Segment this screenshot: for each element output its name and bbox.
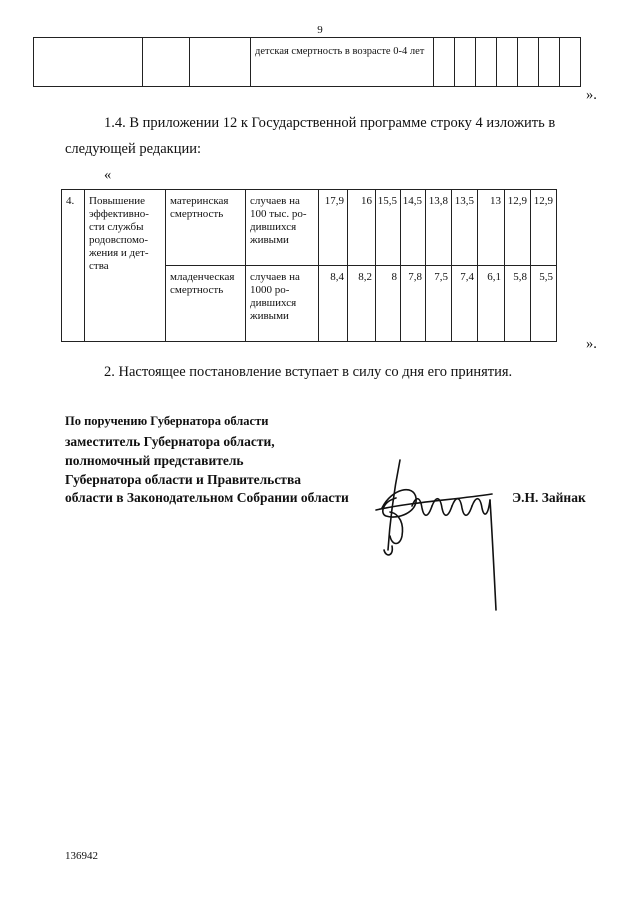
- value: 13: [490, 195, 501, 207]
- top-table-closing-quote: ».: [586, 87, 597, 103]
- value-cell: [348, 266, 376, 342]
- value: 8,2: [358, 271, 372, 283]
- indicator-cell: [166, 266, 246, 342]
- row-number: 4.: [66, 195, 75, 207]
- value: 8,4: [330, 271, 344, 283]
- document-code: 136942: [65, 850, 98, 862]
- unit-line: дившихся: [250, 221, 297, 233]
- value-cell: [401, 190, 426, 266]
- value-cell: [319, 190, 348, 266]
- unit-cell: [246, 190, 319, 266]
- table-closing-quote: ».: [586, 336, 597, 352]
- value-cell: [452, 190, 478, 266]
- value-cell: [478, 190, 505, 266]
- handwritten-signature: [372, 450, 512, 620]
- signature-line-4: Губернатора области и Правительства: [65, 472, 301, 487]
- top-table-cell: [560, 38, 581, 87]
- program-indicators-table: [61, 189, 557, 342]
- top-table-cell: [539, 38, 560, 87]
- value: 7,8: [408, 271, 422, 283]
- top-table-fragment: [33, 37, 581, 87]
- top-table-cell: [476, 38, 497, 87]
- table-row: [62, 190, 557, 266]
- top-table-text: детская смертность в возрасте 0-4 лет: [255, 46, 425, 57]
- measure-line: Повышение: [89, 195, 146, 207]
- top-table-cell: [518, 38, 539, 87]
- unit-line: дившихся: [250, 297, 297, 309]
- indicator-cell: [166, 190, 246, 266]
- value: 12,9: [533, 195, 553, 207]
- signature-line-1: По поручению Губернатора области: [65, 414, 269, 428]
- measure-line: эффективно-: [89, 208, 149, 220]
- signature-line-5: области в Законодательном Собрании области: [65, 490, 349, 505]
- value: 17,9: [324, 195, 344, 207]
- value: 14,5: [402, 195, 422, 207]
- unit-line: 1000 ро-: [250, 284, 290, 296]
- value: 7,4: [460, 271, 474, 283]
- page-number: 9: [317, 24, 323, 36]
- unit-line: случаев на: [250, 195, 300, 207]
- paragraph-1-4-line2: следующей редакции:: [65, 141, 202, 157]
- unit-line: живыми: [250, 234, 289, 246]
- value-cell: [452, 266, 478, 342]
- measure-line: родовспомо-: [89, 234, 149, 246]
- value-cell: [426, 266, 452, 342]
- value: 7,5: [434, 271, 448, 283]
- measure-line: сти службы: [89, 221, 144, 233]
- indicator-line: смертность: [170, 208, 224, 220]
- value: 12,9: [507, 195, 527, 207]
- value: 13,8: [428, 195, 448, 207]
- value-cell: [376, 190, 401, 266]
- paragraph-1-4-line1: 1.4. В приложении 12 к Государственной программе строку 4 изложить в: [104, 115, 556, 131]
- opening-quote: «: [104, 167, 112, 183]
- value-cell: [505, 266, 531, 342]
- top-table-cell: [434, 38, 455, 87]
- top-table-cell: [455, 38, 476, 87]
- value: 5,8: [513, 271, 527, 283]
- value-cell: [348, 190, 376, 266]
- top-table-text-cell: [251, 38, 434, 87]
- top-table-cell: [34, 38, 143, 87]
- paragraph-2: 2. Настоящее постановление вступает в силу со дня его принятия.: [104, 364, 513, 380]
- value-cell: [531, 266, 557, 342]
- signature-line-2: заместитель Губернатора области,: [65, 434, 275, 449]
- value: 13,5: [454, 195, 474, 207]
- value: 15,5: [377, 195, 397, 207]
- top-table-cell: [497, 38, 518, 87]
- indicator-line: материнская: [170, 195, 229, 207]
- value-cell: [531, 190, 557, 266]
- value: 5,5: [539, 271, 553, 283]
- unit-line: 100 тыс. ро-: [250, 208, 307, 220]
- measure-line: жения и дет-: [89, 247, 149, 259]
- value-cell: [426, 190, 452, 266]
- value-cell: [319, 266, 348, 342]
- value-cell: [376, 266, 401, 342]
- signature-line-3: полномочный представитель: [65, 453, 244, 468]
- top-table-cell: [143, 38, 190, 87]
- signatory-name: Э.Н. Зайнак: [512, 490, 586, 505]
- indicator-line: смертность: [170, 284, 224, 296]
- top-table-cell: [190, 38, 251, 87]
- value-cell: [401, 266, 426, 342]
- row-number-cell: [62, 190, 85, 342]
- indicator-line: младенческая: [170, 271, 235, 283]
- unit-cell: [246, 266, 319, 342]
- measure-cell: [85, 190, 166, 342]
- value-cell: [478, 266, 505, 342]
- value: 8: [391, 271, 397, 283]
- unit-line: живыми: [250, 310, 289, 322]
- value-cell: [505, 190, 531, 266]
- unit-line: случаев на: [250, 271, 300, 283]
- value: 6,1: [487, 271, 501, 283]
- measure-line: ства: [89, 260, 109, 272]
- value: 16: [361, 195, 372, 207]
